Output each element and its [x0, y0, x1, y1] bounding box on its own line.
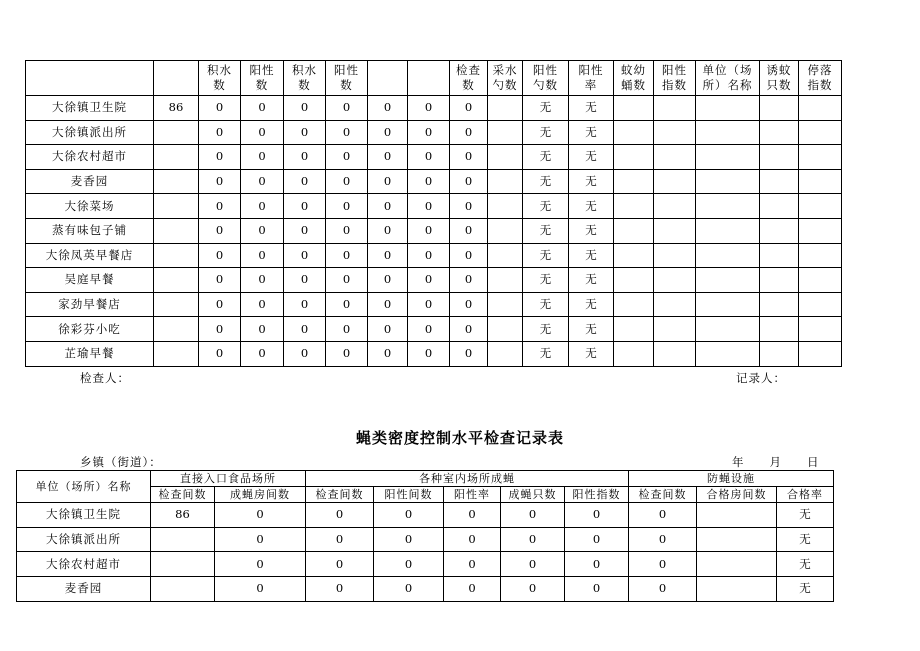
table-cell: 0 — [199, 169, 241, 194]
table-cell — [654, 218, 696, 243]
table-cell — [760, 292, 799, 317]
table-row — [26, 341, 842, 366]
table-cell — [488, 317, 523, 342]
unit-name-cell: 大徐菜场 — [26, 194, 154, 219]
table2-group-row — [17, 471, 834, 487]
table-cell: 86 — [154, 96, 199, 121]
inspector-label: 检查人： — [80, 371, 130, 385]
table-cell: 0 — [284, 268, 326, 293]
table-cell: 0 — [368, 341, 408, 366]
table-cell — [488, 243, 523, 268]
table-cell: 无 — [777, 577, 834, 602]
table-cell: 0 — [408, 268, 450, 293]
table-cell: 0 — [284, 120, 326, 145]
unit-name-cell: 徐彩芬小吃 — [26, 317, 154, 342]
table-cell: 0 — [450, 96, 488, 121]
table-cell — [154, 268, 199, 293]
table-cell — [696, 292, 760, 317]
table-row — [26, 317, 842, 342]
unit-name-header: 单位（场所）名称 — [17, 471, 151, 503]
table-cell — [760, 317, 799, 342]
table2-subheader-cell: 检查间数 — [151, 487, 215, 503]
table2-subheader-cell: 阳性率 — [444, 487, 501, 503]
table-cell — [799, 120, 842, 145]
table-cell: 无 — [569, 194, 614, 219]
table-row — [17, 503, 834, 528]
table-cell — [154, 120, 199, 145]
table-cell — [151, 527, 215, 552]
recorder-label: 记录人： — [736, 371, 786, 385]
table-cell — [760, 120, 799, 145]
table-cell: 0 — [241, 120, 284, 145]
table-cell — [799, 194, 842, 219]
table-cell: 0 — [629, 577, 697, 602]
table-cell — [614, 341, 654, 366]
table-cell — [799, 218, 842, 243]
table-cell — [696, 194, 760, 219]
table-cell — [696, 145, 760, 170]
table-cell — [799, 96, 842, 121]
table-cell: 0 — [368, 268, 408, 293]
table-cell — [760, 218, 799, 243]
table-cell — [488, 292, 523, 317]
table-cell — [654, 292, 696, 317]
table-cell: 无 — [523, 341, 569, 366]
table-cell: 0 — [284, 317, 326, 342]
table-cell: 0 — [241, 218, 284, 243]
table-cell: 0 — [199, 341, 241, 366]
table1-header-cell: 采水 勺数 — [488, 61, 523, 96]
table-cell — [696, 243, 760, 268]
table-row — [17, 552, 834, 577]
table1-header-cell: 蚊幼 蛹数 — [614, 61, 654, 96]
table-cell: 0 — [408, 243, 450, 268]
table-cell — [614, 194, 654, 219]
table-cell: 0 — [241, 194, 284, 219]
table-cell: 0 — [444, 503, 501, 528]
table-cell — [614, 292, 654, 317]
table-cell: 0 — [408, 194, 450, 219]
table-cell — [614, 145, 654, 170]
table-cell — [696, 341, 760, 366]
table-cell — [654, 96, 696, 121]
unit-name-cell: 麦香园 — [26, 169, 154, 194]
table-row — [26, 96, 842, 121]
table1-header-cell: 积水 数 — [199, 61, 241, 96]
table-cell: 0 — [501, 552, 565, 577]
unit-name-cell: 蒸有味包子铺 — [26, 218, 154, 243]
table2-subheader-cell: 阳性指数 — [565, 487, 629, 503]
table-cell — [654, 194, 696, 219]
table-cell: 无 — [569, 96, 614, 121]
table-cell: 0 — [501, 577, 565, 602]
table1-header-cell: 停落 指数 — [799, 61, 842, 96]
table-cell — [654, 317, 696, 342]
table1-header-cell: 阳性 率 — [569, 61, 614, 96]
table-cell: 0 — [326, 194, 368, 219]
table-cell: 0 — [408, 292, 450, 317]
table1-header-cell — [154, 61, 199, 96]
table-cell: 0 — [374, 552, 444, 577]
table-cell: 0 — [326, 268, 368, 293]
table-cell: 无 — [777, 552, 834, 577]
table-cell: 0 — [501, 527, 565, 552]
table-cell — [760, 243, 799, 268]
table-cell — [154, 218, 199, 243]
table1-header-cell — [368, 61, 408, 96]
table-cell: 0 — [368, 317, 408, 342]
table-cell: 0 — [565, 503, 629, 528]
table1-header-cell: 诱蚊 只数 — [760, 61, 799, 96]
table-cell: 无 — [569, 145, 614, 170]
table-cell — [154, 292, 199, 317]
table1-header-cell: 单位（场 所）名称 — [696, 61, 760, 96]
table-cell: 0 — [199, 317, 241, 342]
table-row — [26, 120, 842, 145]
table-cell: 0 — [284, 96, 326, 121]
table-cell: 无 — [523, 120, 569, 145]
table-cell: 0 — [199, 120, 241, 145]
table-cell — [696, 268, 760, 293]
table-cell: 无 — [777, 527, 834, 552]
table2-subheader-cell: 检查间数 — [629, 487, 697, 503]
table-cell: 0 — [629, 503, 697, 528]
table-cell — [760, 96, 799, 121]
group-header-facility: 防蝇设施 — [629, 471, 834, 487]
table-cell: 0 — [450, 341, 488, 366]
table-cell — [488, 120, 523, 145]
table-cell — [696, 317, 760, 342]
table-cell: 0 — [241, 268, 284, 293]
table-cell — [614, 120, 654, 145]
table-cell: 0 — [215, 527, 306, 552]
table-cell: 0 — [565, 577, 629, 602]
table-cell: 无 — [569, 120, 614, 145]
table1-header-cell — [26, 61, 154, 96]
table-cell: 0 — [241, 145, 284, 170]
table-cell — [760, 169, 799, 194]
table-cell — [488, 218, 523, 243]
table-cell: 0 — [368, 145, 408, 170]
unit-name-cell: 吴庭早餐 — [26, 268, 154, 293]
table-cell: 0 — [408, 169, 450, 194]
table-cell: 0 — [444, 577, 501, 602]
table-cell: 0 — [284, 341, 326, 366]
table-cell: 无 — [569, 341, 614, 366]
table-cell: 0 — [450, 169, 488, 194]
unit-name-cell: 芷瑜早餐 — [26, 341, 154, 366]
table-cell: 0 — [241, 317, 284, 342]
table-cell — [154, 243, 199, 268]
fly-density-table — [16, 470, 834, 602]
date-label: 年 月 日 — [732, 455, 820, 469]
table-cell: 无 — [523, 317, 569, 342]
table-cell: 0 — [368, 292, 408, 317]
table-cell: 86 — [151, 503, 215, 528]
table-cell: 0 — [444, 527, 501, 552]
table-row — [17, 527, 834, 552]
table-cell — [614, 317, 654, 342]
table-cell: 0 — [374, 527, 444, 552]
table-cell — [488, 96, 523, 121]
table-cell — [488, 145, 523, 170]
table-cell: 0 — [306, 552, 374, 577]
table-cell: 0 — [408, 341, 450, 366]
table-cell: 无 — [569, 169, 614, 194]
table-cell — [696, 169, 760, 194]
table-row — [26, 145, 842, 170]
table-cell: 0 — [368, 243, 408, 268]
table-cell — [154, 317, 199, 342]
unit-name-cell: 大徐镇卫生院 — [17, 503, 151, 528]
table-cell: 0 — [241, 341, 284, 366]
table-cell: 0 — [215, 577, 306, 602]
table-cell — [154, 169, 199, 194]
table-cell: 0 — [368, 96, 408, 121]
table-cell — [614, 268, 654, 293]
table-cell: 0 — [368, 194, 408, 219]
table-cell — [799, 145, 842, 170]
table-row — [26, 268, 842, 293]
table-cell — [654, 169, 696, 194]
table-cell: 无 — [569, 268, 614, 293]
table-cell — [154, 341, 199, 366]
table-row — [26, 292, 842, 317]
table-cell — [696, 120, 760, 145]
table-cell — [151, 552, 215, 577]
table-cell: 0 — [450, 145, 488, 170]
table-cell: 无 — [523, 145, 569, 170]
table-cell: 0 — [565, 527, 629, 552]
table2-subheader-cell: 检查间数 — [306, 487, 374, 503]
table-cell: 0 — [241, 243, 284, 268]
table2-subheader-cell: 成蝇房间数 — [215, 487, 306, 503]
table-cell: 0 — [408, 120, 450, 145]
table-cell: 0 — [368, 169, 408, 194]
table-cell — [488, 194, 523, 219]
table-cell — [696, 218, 760, 243]
table-cell: 0 — [408, 317, 450, 342]
table-cell: 0 — [450, 194, 488, 219]
table-cell: 0 — [326, 317, 368, 342]
unit-name-cell: 大徐镇卫生院 — [26, 96, 154, 121]
table-cell — [154, 145, 199, 170]
table-cell — [760, 194, 799, 219]
table-cell: 0 — [199, 292, 241, 317]
table1-header-cell: 阳性 数 — [241, 61, 284, 96]
table-cell: 0 — [284, 169, 326, 194]
table-cell — [760, 145, 799, 170]
table-cell: 0 — [368, 218, 408, 243]
unit-name-cell: 大徐镇派出所 — [26, 120, 154, 145]
table-cell: 0 — [326, 120, 368, 145]
table-cell: 0 — [241, 96, 284, 121]
table-cell: 无 — [523, 96, 569, 121]
table-cell — [799, 268, 842, 293]
table-cell: 无 — [523, 292, 569, 317]
table-cell: 0 — [408, 145, 450, 170]
table-row — [26, 169, 842, 194]
table1-header-cell: 阳性 指数 — [654, 61, 696, 96]
table-cell: 0 — [326, 341, 368, 366]
table-cell: 0 — [284, 243, 326, 268]
table-cell: 0 — [284, 218, 326, 243]
table-cell — [654, 268, 696, 293]
table-cell: 无 — [569, 218, 614, 243]
unit-name-cell: 大徐镇派出所 — [17, 527, 151, 552]
unit-name-cell: 大徐凤英早餐店 — [26, 243, 154, 268]
table-cell: 无 — [523, 194, 569, 219]
table-cell — [799, 317, 842, 342]
table1-header-cell: 阳性 数 — [326, 61, 368, 96]
table-cell: 无 — [523, 243, 569, 268]
table-cell: 0 — [450, 317, 488, 342]
table-cell: 0 — [450, 218, 488, 243]
table-cell: 0 — [374, 503, 444, 528]
table-cell: 0 — [326, 96, 368, 121]
table-cell: 0 — [326, 218, 368, 243]
table-cell: 0 — [284, 194, 326, 219]
table-cell — [151, 577, 215, 602]
table-cell: 0 — [501, 503, 565, 528]
table-cell: 0 — [199, 145, 241, 170]
table-cell — [488, 341, 523, 366]
table-cell: 0 — [450, 292, 488, 317]
table-cell: 无 — [569, 317, 614, 342]
table2-subheader-cell: 合格房间数 — [697, 487, 777, 503]
table-cell: 无 — [523, 169, 569, 194]
table-cell — [799, 243, 842, 268]
table-cell: 0 — [306, 527, 374, 552]
table-cell: 0 — [241, 169, 284, 194]
table-cell: 0 — [326, 243, 368, 268]
table-cell — [799, 169, 842, 194]
unit-name-cell: 大徐农村超市 — [17, 552, 151, 577]
table-cell — [799, 341, 842, 366]
unit-name-cell: 家劲早餐店 — [26, 292, 154, 317]
table-cell: 0 — [368, 120, 408, 145]
table-cell — [760, 268, 799, 293]
table-cell: 0 — [199, 96, 241, 121]
table1-header-cell: 积水 数 — [284, 61, 326, 96]
table-cell: 0 — [284, 292, 326, 317]
table-cell — [488, 169, 523, 194]
table-cell — [154, 194, 199, 219]
fly-table-title: 蝇类密度控制水平检查记录表 — [355, 429, 564, 447]
table-cell: 0 — [306, 577, 374, 602]
table-cell — [488, 268, 523, 293]
table-cell: 0 — [199, 243, 241, 268]
table-cell: 0 — [450, 268, 488, 293]
table-cell: 0 — [565, 552, 629, 577]
table-cell — [696, 96, 760, 121]
table-cell: 0 — [374, 577, 444, 602]
table-row — [17, 577, 834, 602]
table-cell: 0 — [450, 243, 488, 268]
table-cell: 0 — [326, 169, 368, 194]
table-cell: 0 — [408, 96, 450, 121]
table1-header-row — [26, 61, 842, 96]
unit-name-cell: 大徐农村超市 — [26, 145, 154, 170]
table-cell — [654, 243, 696, 268]
unit-name-cell: 麦香园 — [17, 577, 151, 602]
table-cell — [697, 552, 777, 577]
table-cell: 0 — [199, 194, 241, 219]
group-header-indoor: 各种室内场所成蝇 — [306, 471, 629, 487]
table-cell: 0 — [241, 292, 284, 317]
table-cell: 0 — [284, 145, 326, 170]
table-cell: 0 — [408, 218, 450, 243]
table-row — [26, 194, 842, 219]
table1-header-cell — [408, 61, 450, 96]
table-cell: 0 — [306, 503, 374, 528]
table-cell: 无 — [523, 268, 569, 293]
mosquito-density-table — [25, 60, 842, 367]
table-row — [26, 243, 842, 268]
table-cell: 无 — [523, 218, 569, 243]
table-cell: 无 — [777, 503, 834, 528]
table-cell: 0 — [629, 552, 697, 577]
table2-subheader-cell: 阳性间数 — [374, 487, 444, 503]
table-cell — [654, 145, 696, 170]
table-cell — [760, 341, 799, 366]
table-cell: 0 — [326, 292, 368, 317]
table2-subheader-cell: 合格率 — [777, 487, 834, 503]
table-cell — [697, 527, 777, 552]
table-cell — [614, 218, 654, 243]
table-cell — [654, 120, 696, 145]
table-cell — [614, 96, 654, 121]
table-cell: 0 — [199, 218, 241, 243]
table-cell: 0 — [215, 552, 306, 577]
table-cell — [654, 341, 696, 366]
table-cell: 0 — [629, 527, 697, 552]
group-header-food: 直接入口食品场所 — [151, 471, 306, 487]
table-cell — [799, 292, 842, 317]
table-cell — [697, 577, 777, 602]
table-cell: 0 — [199, 268, 241, 293]
table-cell — [614, 243, 654, 268]
table-cell: 0 — [450, 120, 488, 145]
table-cell — [614, 169, 654, 194]
table-cell: 无 — [569, 292, 614, 317]
table-cell: 0 — [215, 503, 306, 528]
table1-header-cell: 检查 数 — [450, 61, 488, 96]
table-cell: 0 — [444, 552, 501, 577]
township-label: 乡镇（街道）： — [80, 455, 162, 469]
table-cell: 0 — [326, 145, 368, 170]
table1-header-cell: 阳性 勺数 — [523, 61, 569, 96]
table-cell: 无 — [569, 243, 614, 268]
table-row — [26, 218, 842, 243]
table-cell — [697, 503, 777, 528]
table2-subheader-cell: 成蝇只数 — [501, 487, 565, 503]
